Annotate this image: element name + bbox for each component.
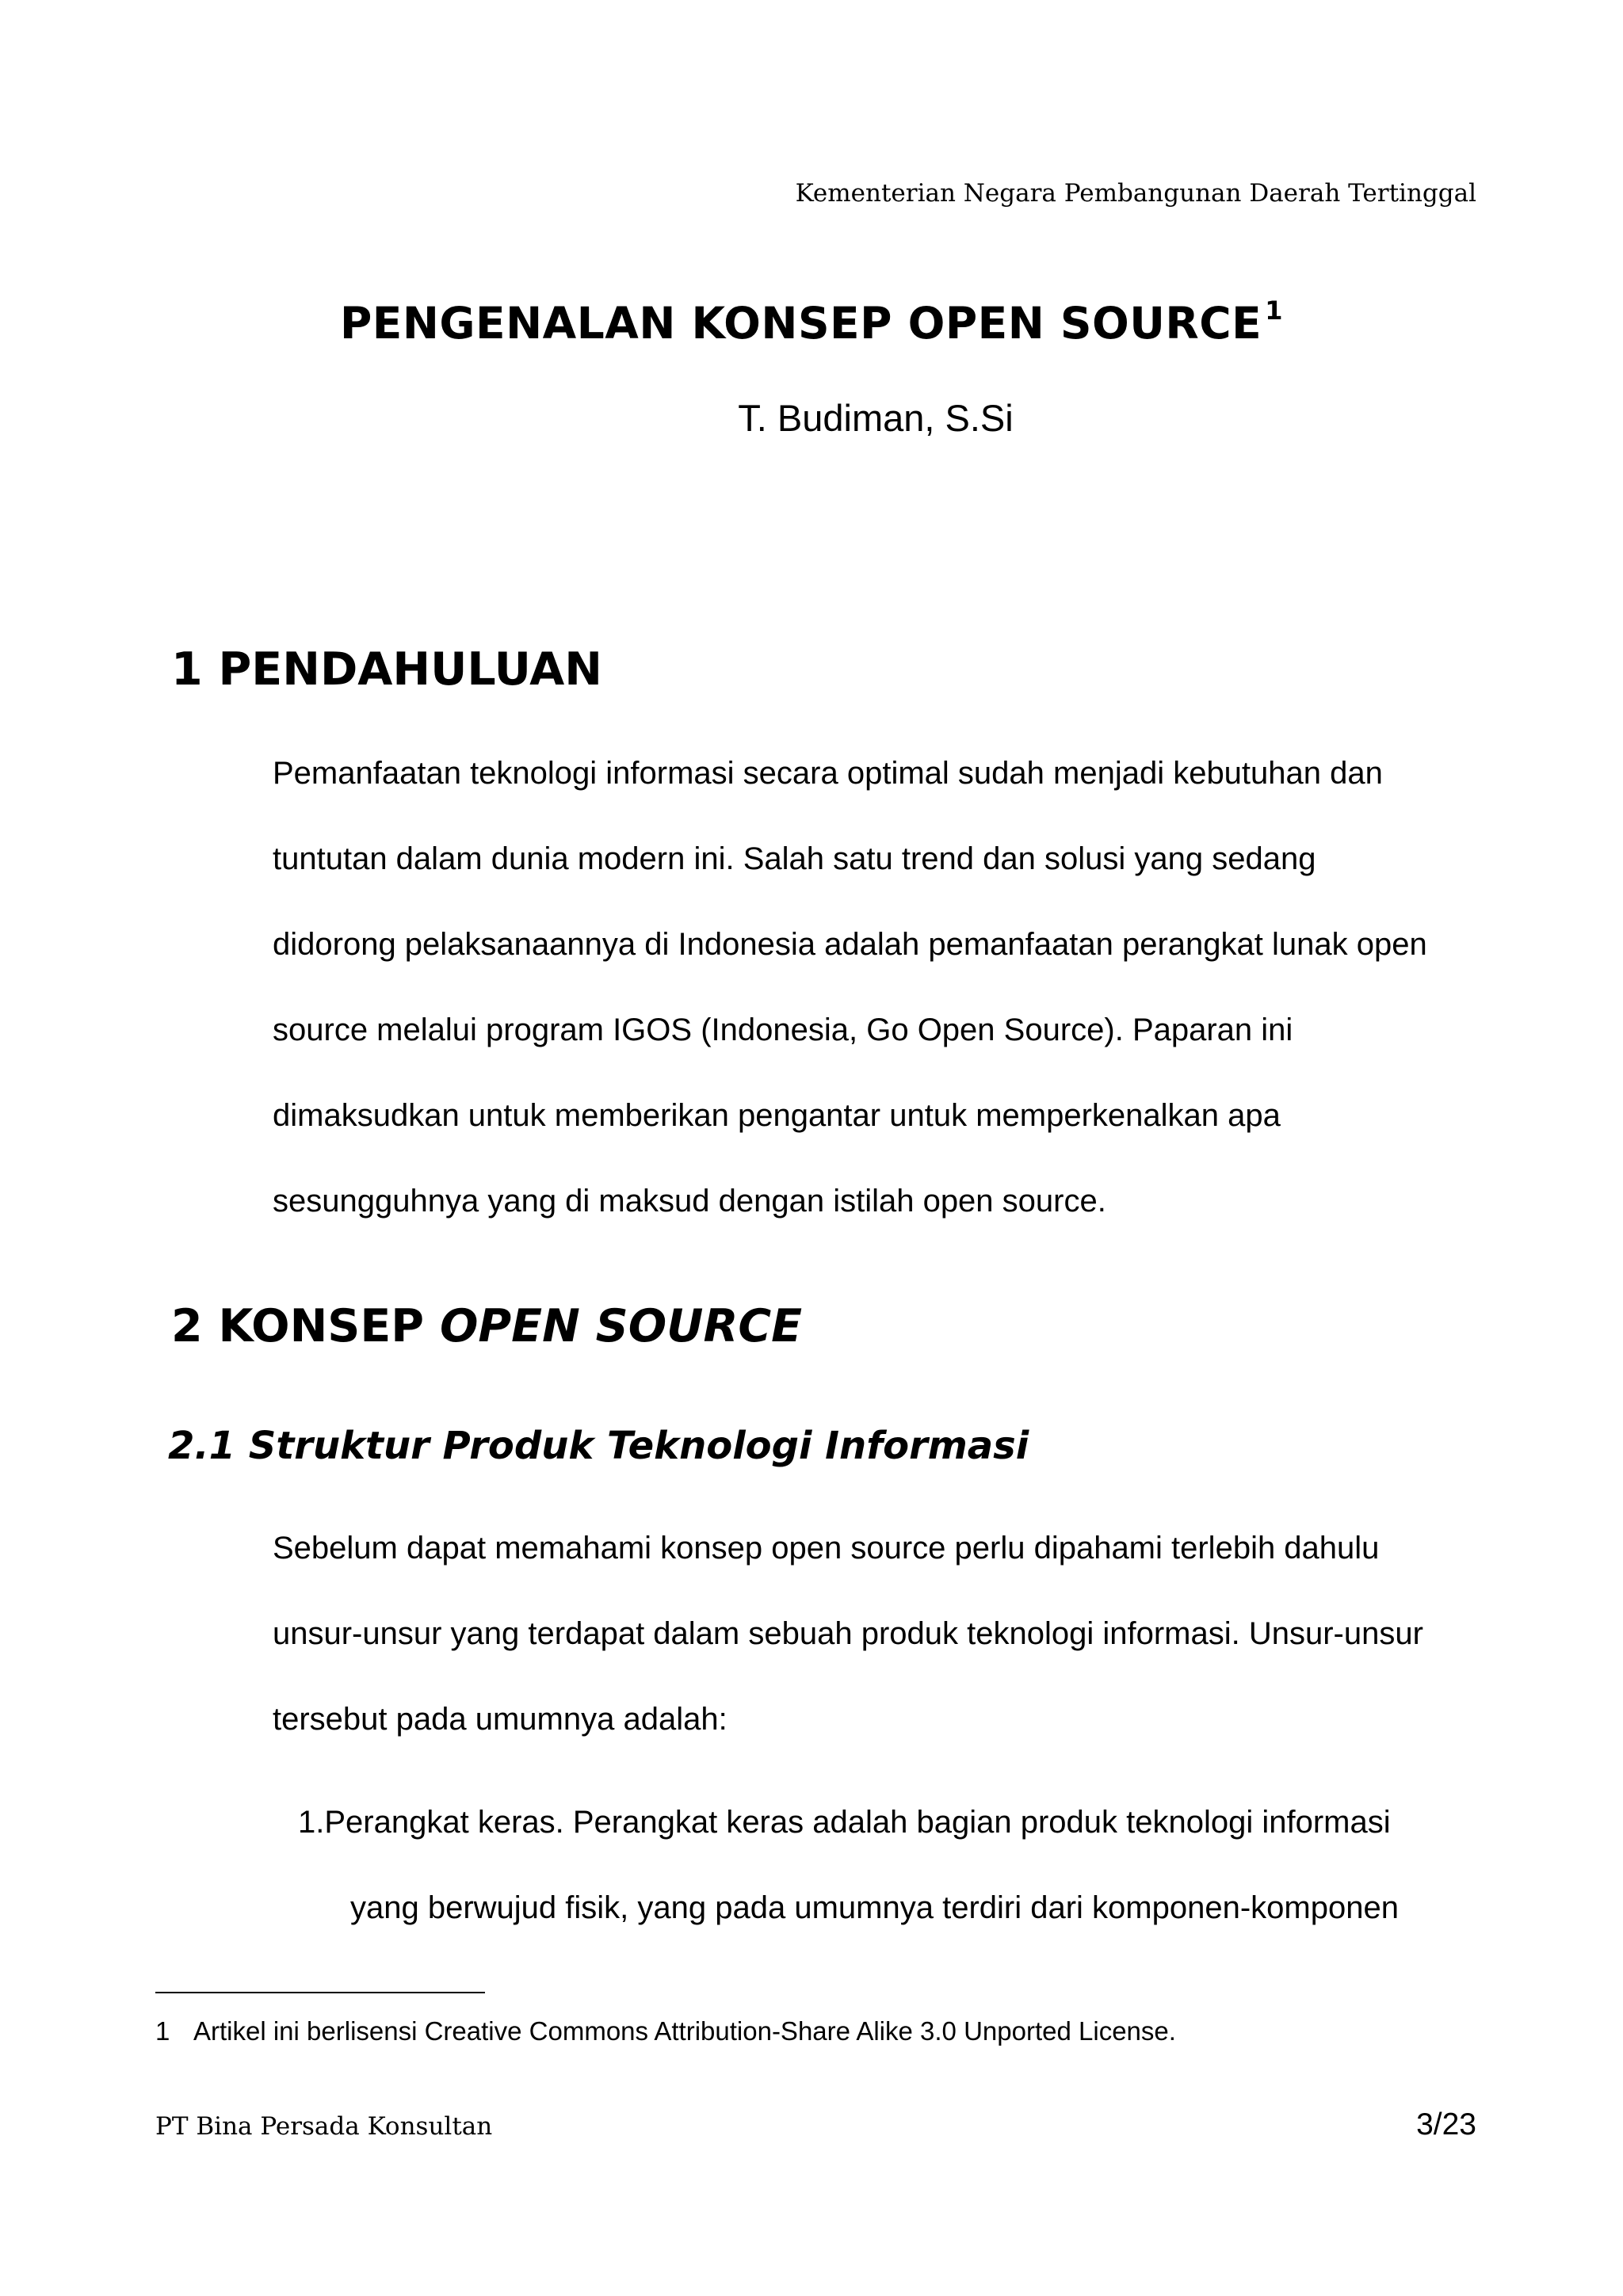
paragraph-line: tersebut pada umumnya adalah: (273, 1702, 727, 1737)
subsection-heading-2-1 (168, 1418, 1029, 1474)
paragraph-line: dimaksudkan untuk memberikan pengantar untuk memperkenalkan apa (273, 1098, 1281, 1133)
section-title: KONSEP (218, 1300, 425, 1352)
section-heading-2 (171, 1295, 802, 1358)
paragraph-line: Pemanfaatan teknologi informasi secara optimal sudah menjadi kebutuhan dan (273, 756, 1383, 791)
footnote-text: Artikel ini berlisensi Creative Commons Attribution-Share Alike 3.0 Unported License. (193, 2016, 1176, 2046)
section-title: PENDAHULUAN (218, 643, 603, 696)
section-heading-1 (171, 638, 602, 701)
paragraph-line: didorong pelaksanaannya di Indonesia adalah pemanfaatan perangkat lunak open (273, 927, 1427, 962)
footnote-number: 1 (155, 2016, 170, 2046)
paragraph-line: sesungguhnya yang di maksud dengan istilah open source. (273, 1184, 1106, 1219)
list-item (298, 1800, 1503, 1971)
footer-company: PT Bina Persada Konsultan (155, 2112, 493, 2141)
subsection-2-1-paragraph (273, 1526, 1493, 1783)
title-footnote-ref[interactable]: 1 (1265, 296, 1283, 326)
running-header: Kementerian Negara Pembangunan Daerah Tertinggal (795, 179, 1476, 208)
subsection-title: Struktur Produk Teknologi Informasi (248, 1424, 1029, 1468)
section-number: 2 (171, 1300, 203, 1352)
footnote (155, 2012, 1176, 2050)
section-number: 1 (171, 643, 203, 696)
paragraph-line: source melalui program IGOS (Indonesia, Go Open Source). Paparan ini (273, 1013, 1293, 1047)
section-title-italic: OPEN SOURCE (439, 1300, 803, 1352)
document-title (0, 279, 1623, 355)
paragraph-line: Sebelum dapat memahami konsep open source perlu dipahami terlebih dahulu (273, 1531, 1380, 1566)
document-author: T. Budiman, S.Si (738, 397, 1014, 439)
list-item-line: 1.Perangkat keras. Perangkat keras adalah bagian produk teknologi informasi (298, 1805, 1391, 1840)
paragraph-line: tuntutan dalam dunia modern ini. Salah satu trend dan solusi yang sedang (273, 841, 1316, 876)
document-title-text: PENGENALAN KONSEP OPEN SOURCE (340, 298, 1262, 349)
list-item-line: yang berwujud fisik, yang pada umumnya terdiri dari komponen-komponen (350, 1890, 1399, 1925)
page-number: 3/23 (1416, 2107, 1476, 2142)
paragraph-line: unsur-unsur yang terdapat dalam sebuah produk teknologi informasi. Unsur-unsur (273, 1616, 1423, 1651)
footnote-separator (155, 1992, 485, 1993)
subsection-number: 2.1 (168, 1424, 236, 1468)
section-1-paragraph (273, 751, 1493, 1264)
